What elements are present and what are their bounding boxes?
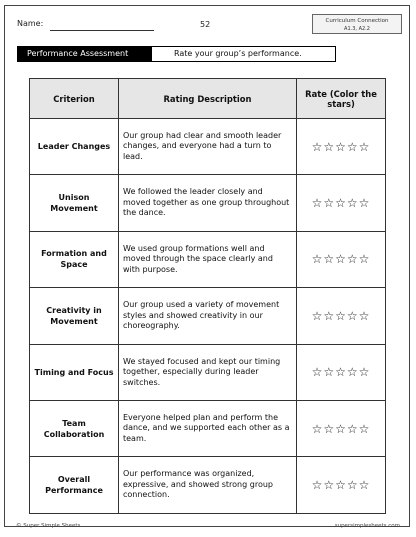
- star-icon[interactable]: ☆: [358, 478, 371, 493]
- description-cell: Everyone helped plan and perform the dance, and we supported each other as a team.: [119, 400, 297, 456]
- name-label: Name:: [17, 19, 44, 28]
- table-row: [30, 457, 386, 513]
- criterion-cell: Creativity in Movement: [30, 288, 119, 344]
- star-icon[interactable]: ☆: [346, 365, 359, 380]
- star-icon[interactable]: ☆: [323, 196, 336, 211]
- star-icon[interactable]: ☆: [311, 139, 324, 154]
- table-row: [30, 400, 386, 456]
- curriculum-title: Curriculum Connection: [325, 18, 389, 24]
- star-icon[interactable]: ☆: [311, 196, 324, 211]
- star-icon[interactable]: ☆: [311, 308, 324, 323]
- star-icon[interactable]: ☆: [323, 139, 336, 154]
- star-icon[interactable]: ☆: [323, 252, 336, 267]
- description-cell: We followed the leader closely and moved together as one group throughout the dance.: [119, 175, 297, 231]
- star-icon[interactable]: ☆: [335, 308, 347, 323]
- criterion-cell: Leader Changes: [30, 119, 119, 175]
- name-field-line[interactable]: [50, 30, 154, 31]
- rating-cell[interactable]: [297, 344, 386, 400]
- description-cell: Our group had clear and smooth leader changes, and everyone had a turn to lead.: [119, 119, 297, 175]
- criterion-cell: Unison Movement: [30, 175, 119, 231]
- table-row: [30, 288, 386, 344]
- table-row: [30, 344, 386, 400]
- curriculum-connection-box: [312, 14, 402, 34]
- star-icon[interactable]: ☆: [346, 139, 359, 154]
- star-icon[interactable]: ☆: [358, 252, 371, 267]
- star-icon[interactable]: ☆: [346, 196, 359, 211]
- copyright-text: © Super Simple Sheets: [16, 523, 81, 529]
- section-instruction: Rate your group’s performance.: [151, 46, 336, 62]
- curriculum-codes: A1.3, A2.2: [344, 26, 370, 32]
- star-icon[interactable]: ☆: [311, 365, 324, 380]
- description-cell: Our group used a variety of movement styles and showed creativity in our choreography.: [119, 288, 297, 344]
- rubric-table: [29, 78, 386, 514]
- star-icon[interactable]: ☆: [335, 478, 347, 493]
- star-icon[interactable]: ☆: [358, 421, 371, 436]
- star-icon[interactable]: ☆: [311, 478, 324, 493]
- page-number: 52: [200, 20, 211, 29]
- star-icon[interactable]: ☆: [358, 196, 371, 211]
- criterion-cell: Overall Performance: [30, 457, 119, 513]
- star-icon[interactable]: ☆: [335, 252, 347, 267]
- description-cell: We stayed focused and kept our timing together, especially during leader switches.: [119, 344, 297, 400]
- star-icon[interactable]: ☆: [323, 478, 336, 493]
- star-icon[interactable]: ☆: [323, 365, 336, 380]
- star-icon[interactable]: ☆: [358, 139, 371, 154]
- star-icon[interactable]: ☆: [346, 308, 359, 323]
- description-header: Rating Description: [119, 79, 297, 119]
- star-icon[interactable]: ☆: [346, 478, 359, 493]
- rating-cell[interactable]: [297, 400, 386, 456]
- star-icon[interactable]: ☆: [335, 365, 347, 380]
- rating-cell[interactable]: [297, 119, 386, 175]
- description-cell: Our performance was organized, expressive, and showed strong group connection.: [119, 457, 297, 513]
- star-icon[interactable]: ☆: [358, 365, 371, 380]
- star-icon[interactable]: ☆: [335, 421, 347, 436]
- criterion-cell: Timing and Focus: [30, 344, 119, 400]
- star-icon[interactable]: ☆: [346, 421, 359, 436]
- rating-cell[interactable]: [297, 231, 386, 287]
- star-icon[interactable]: ☆: [358, 308, 371, 323]
- criterion-cell: Team Collaboration: [30, 400, 119, 456]
- star-icon[interactable]: ☆: [323, 421, 336, 436]
- section-label: Performance Assessment: [17, 46, 151, 62]
- rating-cell[interactable]: [297, 457, 386, 513]
- star-icon[interactable]: ☆: [346, 252, 359, 267]
- website-text: supersimplesheets.com: [334, 523, 400, 529]
- star-icon[interactable]: ☆: [323, 308, 336, 323]
- rating-cell[interactable]: [297, 175, 386, 231]
- star-icon[interactable]: ☆: [311, 252, 324, 267]
- criterion-header: Criterion: [30, 79, 119, 119]
- criterion-cell: Formation and Space: [30, 231, 119, 287]
- rate-header: Rate (Color the stars): [297, 79, 386, 119]
- description-cell: We used group formations well and moved through the space clearly and with purpose.: [119, 231, 297, 287]
- rating-cell[interactable]: [297, 288, 386, 344]
- table-row: [30, 119, 386, 175]
- table-row: [30, 175, 386, 231]
- star-icon[interactable]: ☆: [335, 196, 347, 211]
- star-icon[interactable]: ☆: [335, 139, 347, 154]
- star-icon[interactable]: ☆: [311, 421, 324, 436]
- table-row: [30, 231, 386, 287]
